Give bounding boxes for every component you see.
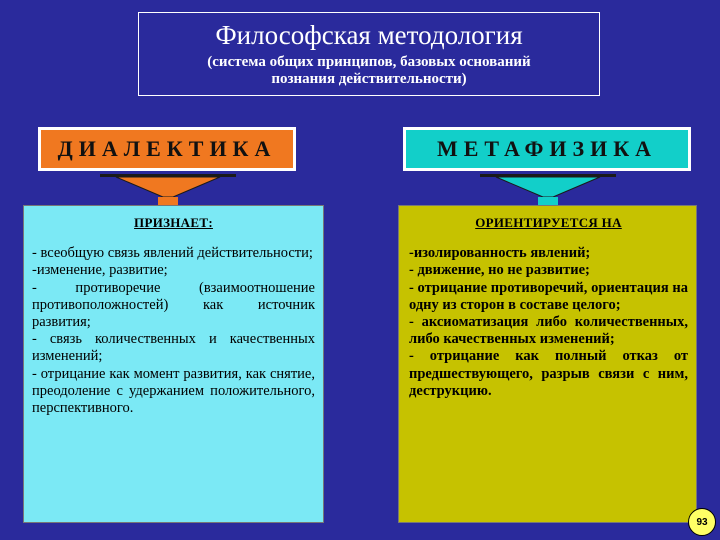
metaphysics-panel xyxy=(398,205,697,523)
dialectics-item: - отрицание как момент развития, как снятие, преодоление с удержанием положительного, перспективного. xyxy=(32,365,315,417)
metaphysics-heading-label: МЕТАФИЗИКА xyxy=(436,136,658,161)
page-title: Философская методология xyxy=(215,20,523,50)
right-arrow-icon xyxy=(478,171,618,205)
left-arrow-icon xyxy=(98,171,238,205)
dialectics-panel xyxy=(23,205,324,523)
dialectics-item: - связь количественных и качественных изменений; xyxy=(32,331,315,365)
subtitle-line-1: (система общих принципов, базовых оснований xyxy=(207,54,531,70)
metaphysics-heading xyxy=(403,127,691,171)
page-number-badge xyxy=(688,508,716,536)
metaphysics-item: - отрицание противоречий, ориентация на одну из сторон в составе целого; xyxy=(409,279,688,313)
metaphysics-item: -изолированность явлений; xyxy=(409,245,591,262)
metaphysics-panel-title: ОРИЕНТИРУЕТСЯ НА xyxy=(475,215,622,230)
dialectics-heading-label: ДИАЛЕКТИКА xyxy=(57,136,277,161)
metaphysics-item: - движение, но не развитие; xyxy=(409,262,590,279)
dialectics-item: - противоречие (взаимоотношение противоположностей) как источник развития; xyxy=(32,279,315,331)
subtitle-line-2: познания действительности) xyxy=(271,71,467,87)
dialectics-item: - всеобщую связь явлений действительности; xyxy=(32,245,313,262)
page-number: 93 xyxy=(696,516,708,528)
title-box xyxy=(138,12,600,96)
dialectics-panel-title: ПРИЗНАЕТ: xyxy=(134,215,213,230)
metaphysics-item: - отрицание как полный отказ от предшествующего, разрыв связи с ним, деструкцию. xyxy=(409,348,688,399)
dialectics-heading xyxy=(38,127,296,171)
dialectics-item: -изменение, развитие; xyxy=(32,262,168,279)
metaphysics-item: - аксиоматизация либо количественных, либо качественных изменений; xyxy=(409,314,688,348)
